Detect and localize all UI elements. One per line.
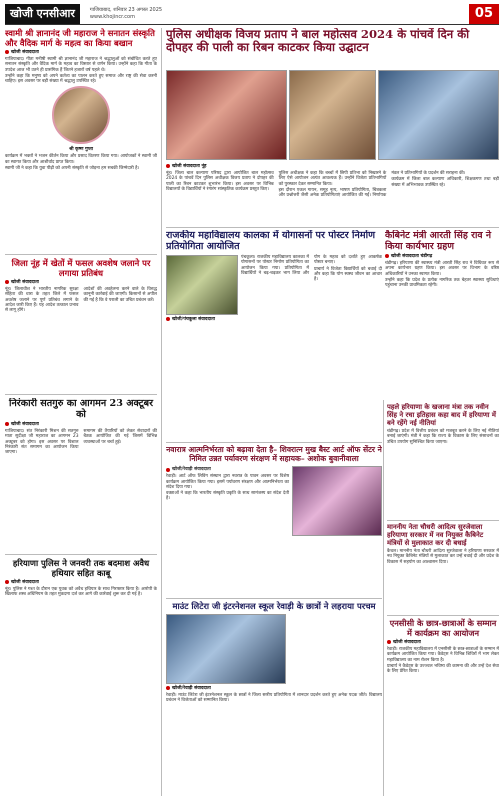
article-headline: कैबिनेट मंत्री आरती सिंह राव ने किया कार्यभार ग्रहण — [385, 230, 492, 252]
article-minister — [385, 230, 499, 400]
school-photo — [166, 614, 286, 684]
article-headline: माउंट लिटेरा जी इंटरनेशनल स्कूल रेवाड़ी के छात्रों ने लहराया परचम — [172, 601, 376, 611]
newspaper-logo: खोजी एनसीआर — [5, 4, 80, 24]
article-swami — [5, 28, 157, 250]
article-byline: खोजी संवाददाता — [5, 279, 157, 285]
byline-dot-icon — [166, 164, 170, 168]
masthead-meta — [80, 7, 469, 21]
article-byline: खोजी संवाददाता — [5, 579, 157, 585]
article-haryana-finance — [387, 403, 499, 518]
lead-photo-strip — [166, 70, 376, 160]
byline-dot-icon — [5, 50, 9, 54]
article-headline: एनसीसी के छात्र-छात्राओं के सम्मान में कार्यक्रम का आयोजन — [389, 618, 497, 638]
article-byline: खोजी संवाददाता चंडीगढ़ — [385, 253, 499, 259]
article-byline: खोजी संवाददाता — [5, 49, 157, 55]
article-headline: राजकीय महाविद्यालय कालका में योगासनों पर पोस्टर निर्माण प्रतियोगिता आयोजित — [166, 230, 375, 252]
lead-headline-box — [166, 28, 499, 68]
article-body: नूंह। जिलाधीश ने भारतीय नागरिक सुरक्षा संहिता की धारा के तहत जिले में फसल अवशेष जलाने पर पूर्ण प्रतिबंध लगाने के आदेश जारी किए हैं। यह आदेश तत्काल प्रभाव से लागू होंगे। आदेशों की अवहेलना करने वाले के विरुद्ध कानूनी कार्रवाई की जाएगी। किसानों से अपील की गई है कि वे पराली का उचित प्रबंधन करें। — [5, 287, 157, 314]
article-body: कैथल। माननीय नेता चौधरी आदित्य सुरजेवाला ने हरियाणा सरकार में नव नियुक्त कैबिनेट मंत्रियों से मुलाकात कर उन्हें बधाई दी और प्रदेश के विकास में सहयोग का आश्वासन दिया। — [387, 549, 499, 565]
article-byline: खोजी/रेवाड़ी संवाददाता — [166, 467, 289, 472]
article-navratri — [166, 445, 382, 595]
article-nuh-crop — [5, 258, 157, 390]
portrait-photo — [52, 86, 110, 144]
article-byline: खोजी संवाददाता — [387, 639, 499, 645]
byline-dot-icon — [385, 254, 389, 258]
article-body: चंडीगढ़। हरियाणा की स्वास्थ्य मंत्री आरती सिंह राव ने विधिवत रूप से अपना कार्यभार ग्रहण किया। इस अवसर पर विभाग के वरिष्ठ अधिकारियों ने उनका स्वागत किया। उन्होंने कहा कि प्रदेश के प्रत्येक नागरिक तक बेहतर स्वास्थ्य सुविधाएं पहुंचाना उनकी प्राथमिकता रहेगी। — [385, 261, 499, 289]
article-body: गाजियाबाद। गीता मनीषी स्वामी श्री ज्ञानानंद जी महाराज ने श्रद्धालुओं को संबोधित करते हुए सनातन संस्कृति और वैदिक मार्ग के महत्व का विस्तार से वर्णन किया। उन्होंने कहा कि गीता के उपदेश आज भी उतने ही प्रासंगिक हैं जितने हजारों वर्ष पहले थे। उन्होंने कहा कि मनुष्य को अपने कर्तव्य का पालन करते हुए समाज और राष्ट्र की सेवा करनी चाहिए। इस अवसर पर बड़ी संख्या में श्रद्धालु उपस्थित रहे। — [5, 57, 157, 85]
masthead-site: www.khojincr.com — [89, 13, 135, 20]
article-headline: जिला नूंह में खेतों में फसल अवशेष जलाने पर लगाया प्रतिबंध — [11, 258, 151, 278]
article-headline: नवारात्र आत्मनिर्भरता को बढ़ावा देता है– शिवरात्न मुख बैस्ट आर्ट ऑफ सेंटर ने निमित उन्नत पर्यावरण संरक्षण में सहायक– अशोक बुवानीवाला — [166, 445, 382, 463]
byline-dot-icon — [5, 280, 9, 284]
byline-dot-icon — [5, 580, 9, 584]
byline-dot-icon — [5, 422, 9, 426]
byline-dot-icon — [387, 640, 391, 644]
article-byline: खोजी संवाददाता — [5, 421, 157, 427]
article-headline: माननीय नेता चौधरी आदित्य सुरजेवाला हरियाणा सरकार में नव नियुक्त कैबिनेट मंत्रियों से मुलाकात कर दी बधाई — [387, 523, 484, 547]
lead-photo-1 — [166, 70, 287, 160]
article-byline: खोजी/पंचकूला संवाददाता — [166, 316, 238, 322]
article-headline: स्वामी श्री ज्ञानानंद जी महाराज ने सनातन संस्कृति और वैदिक मार्ग के महत्व का किया बखान — [5, 28, 155, 48]
article-body-2: कार्यक्रम में भक्तों ने भजन कीर्तन किया और प्रसाद वितरण किया गया। आयोजकों ने स्वामी जी का स्वागत किया और आशीर्वाद प्राप्त किया। स्वामी जी ने कहा कि युवा पीढ़ी को अपनी संस्कृति से जोड़ना हम सबकी जिम्मेदारी है। — [5, 154, 157, 172]
article-headline: पहले हरियाणा के खजाना मंत्रा तक नवीन सिंह ने रचा इतिहास कहा बाद में हरियाणा में बने रहेंगे नई नीतियां — [387, 403, 496, 427]
article-hafed — [387, 523, 499, 613]
article-body: गाजियाबाद। संत निरंकारी मिशन की सतगुरु माता सुदीक्षा जी महाराज का आगमन 23 अक्टूबर को होगा। इस अवसर पर विशाल निरंकारी संत समागम का आयोजन किया जाएगा। समागम की तैयारियों को लेकर सेवादारों की बैठक आयोजित की गई जिसमें विभिन्न व्यवस्थाओं पर चर्चा हुई। — [5, 429, 157, 456]
article-ncc — [387, 618, 499, 796]
article-weapon — [5, 558, 157, 794]
article-byline: खोजी संवाददाता नूंह — [166, 163, 499, 169]
article-body: खोजी/रेवाड़ी संवाददाता रेवाड़ी। आर्ट ऑफ लिविंग संस्थान द्वारा नवरात्र के पावन अवसर पर विशेष कार्यक्रम आयोजित किया गया। इसमें पर्यावरण संरक्षण और आत्मनिर्भरता का संदेश दिया गया। वक्ताओं ने कहा कि भारतीय संस्कृति प्रकृति के साथ सामंजस्य का संदेश देती है। — [166, 467, 289, 502]
lead-photo-3 — [378, 70, 499, 160]
lead-article-body: खोजी संवाददाता नूंह नूंह। जिला बाल कल्याण परिषद द्वारा आयोजित बाल महोत्सव 2024 के पांचवें दिन पुलिस अधीक्षक विजय प्रताप ने दोपहर की पाली का रिबन काटकर शुभारंभ किया। इस अवसर पर विभिन्न विद्यालयों के विद्यार्थियों ने रंगारंग सांस्कृतिक कार्यक्रम प्रस्तुत किए। पुलिस अधीक्षक ने कहा कि बच्चों में छिपी प्रतिभा को निखारने के लिए ऐसे आयोजन अत्यंत आवश्यक हैं। उन्होंने विजेता प्रतिभागियों को पुरस्कार देकर सम्मानित किया। इस दौरान एकल गायन, समूह नृत्य, भाषण प्रतियोगिता, चित्रकला और प्रश्नोत्तरी जैसी अनेक प्रतियोगिताएं आयोजित की गईं। निर्णायक मंडल ने प्रतिभागियों के प्रदर्शन की सराहना की। कार्यक्रम में जिला बाल कल्याण अधिकारी, शिक्षकगण तथा बड़ी संख्या में अभिभावक उपस्थित रहे। — [166, 164, 499, 199]
article-college — [166, 230, 382, 440]
article-headline: निरंकारी सतगुरु का आगमन 23 अक्टूबर को — [8, 398, 154, 420]
article-body: पंचकूला। राजकीय महाविद्यालय कालका में योगासनों पर पोस्टर निर्माण प्रतियोगिता का आयोजन किया गया। प्रतियोगिता में विद्यार्थियों ने बढ़-चढ़कर भाग लिया और योग के महत्व को दर्शाते हुए आकर्षक पोस्टर बनाए। प्राचार्य ने विजेता विद्यार्थियों को बधाई दी और कहा कि योग स्वस्थ जीवन का आधार है। — [241, 255, 382, 283]
masthead — [5, 3, 499, 25]
article-body: नूंह। पुलिस ने गश्त के दौरान एक युवक को अवैध हथियार के साथ गिरफ्तार किया है। आरोपी के खिलाफ शस्त्र अधिनियम के तहत मुकदमा दर्ज कर आगे की कार्रवाई शुरू कर दी गई है। — [5, 587, 157, 598]
college-photo — [166, 255, 238, 315]
byline-dot-icon — [166, 317, 170, 321]
navratri-photo — [292, 466, 382, 536]
byline-dot-icon — [166, 468, 170, 472]
page-number: 05 — [469, 4, 499, 24]
article-byline: खोजी/रेवाड़ी संवाददाता — [166, 685, 382, 691]
article-nirankari — [5, 398, 157, 550]
byline-dot-icon — [166, 686, 170, 690]
lead-headline: पुलिस अधीक्षक विजय प्रताप ने बाल महोत्सव 2024 के पांचवें दिन की दोपहर की पाली का रिबन काटकर किया उद्घाटन — [166, 28, 470, 54]
article-body: चंडीगढ़। प्रदेश में वित्तीय प्रबंधन को मजबूत करने के लिए नई नीतियां बनाई जाएंगी। मंत्री ने कहा कि राज्य के विकास के लिए संसाधनों का उचित उपयोग सुनिश्चित किया जाएगा। — [387, 429, 499, 445]
article-headline: हरियाणा पुलिस ने जनवरी तक बदमाश अवैध हथियार सहित काबू — [12, 558, 150, 578]
lead-photo-2 — [289, 70, 376, 160]
article-body: रेवाड़ी। माउंट लिटेरा जी इंटरनेशनल स्कूल के छात्रों ने जिला स्तरीय प्रतियोगिता में शानदार प्रदर्शन करते हुए अनेक पदक जीते। विद्यालय प्रबंधन ने विजेताओं को सम्मानित किया। — [166, 693, 382, 704]
masthead-date: गाजियाबाद, शनिवार 23 अगस्त 2025 — [89, 6, 163, 13]
article-mount-litera — [166, 601, 382, 796]
article-body: रेवाड़ी। राजकीय महाविद्यालय में एनसीसी के छात्र-छात्राओं के सम्मान में कार्यक्रम आयोजित किया गया। कैडेट्स ने विभिन्न शिविरों में भाग लेकर महाविद्यालय का नाम रोशन किया है। प्राचार्य ने कैडेट्स के उज्ज्वल भविष्य की कामना की और उन्हें देश सेवा के लिए प्रेरित किया। — [387, 647, 499, 675]
photo-caption: श्री कृष्ण गुप्ता — [69, 147, 93, 153]
